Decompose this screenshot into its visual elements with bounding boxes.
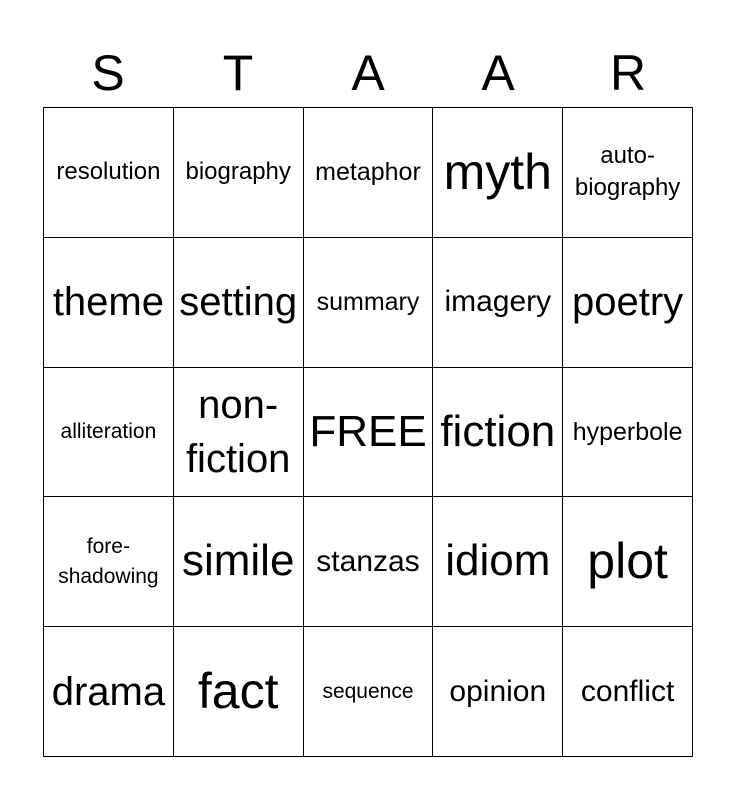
header-letter-r: R (609, 45, 647, 101)
free-space-cell: FREE (304, 368, 434, 498)
bingo-cell: plot (563, 497, 693, 627)
bingo-cell: imagery (433, 238, 563, 368)
bingo-cell: fiction (433, 368, 563, 498)
bingo-cell: idiom (433, 497, 563, 627)
bingo-cell: simile (174, 497, 304, 627)
header-letter-s: S (91, 45, 125, 101)
bingo-cell: summary (304, 238, 434, 368)
bingo-cell: fact (174, 627, 304, 757)
header-letter-t: T (222, 45, 254, 101)
bingo-cell: theme (44, 238, 174, 368)
bingo-cell: biography (174, 108, 304, 238)
bingo-cell: opinion (433, 627, 563, 757)
bingo-cell: metaphor (304, 108, 434, 238)
header-letter-a1: A (351, 45, 385, 101)
bingo-cell: setting (174, 238, 304, 368)
bingo-board (43, 107, 693, 757)
bingo-cell: sequence (304, 627, 434, 757)
bingo-cell: conflict (563, 627, 693, 757)
bingo-cell: hyperbole (563, 368, 693, 498)
bingo-cell: stanzas (304, 497, 434, 627)
bingo-cell: fore- shadowing (44, 497, 174, 627)
bingo-cell: drama (44, 627, 174, 757)
bingo-cell: auto- biography (563, 108, 693, 238)
bingo-cell: alliteration (44, 368, 174, 498)
header-row (43, 40, 693, 106)
bingo-cell: non- fiction (174, 368, 304, 498)
bingo-cell: resolution (44, 108, 174, 238)
bingo-cell: poetry (563, 238, 693, 368)
bingo-cell: myth (433, 108, 563, 238)
header-letter-a2: A (481, 45, 515, 101)
